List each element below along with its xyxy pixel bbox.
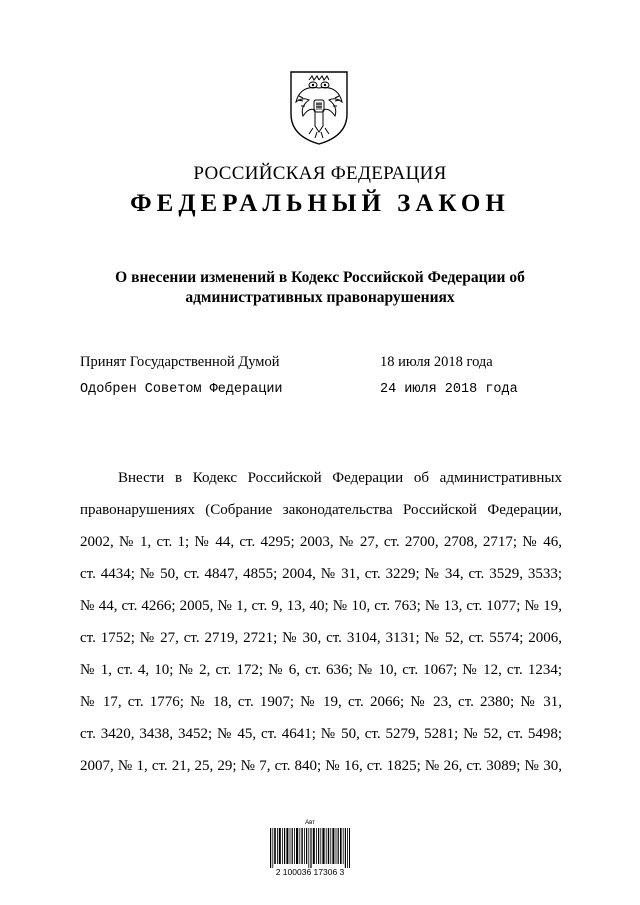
law-title: [60, 268, 580, 308]
law-title-line: административных правонарушениях: [185, 289, 455, 306]
body-line: ст. 3420, 3438, 3452; № 45, ст. 4641; № 50, ст. 5279, 5281; № 52, ст. 5498;: [80, 726, 562, 742]
body-line: ст. 1752; № 27, ст. 2719, 2721; № 30, ст. 3104, 3131; № 52, ст. 5574; 2006,: [80, 630, 562, 646]
law-body: [80, 462, 562, 782]
barcode-bars-icon: [270, 828, 350, 868]
duma-label: Принят Государственной Думой: [80, 354, 280, 370]
barcode-mark: Авт: [305, 820, 315, 826]
country-name: РОССИЙСКАЯ ФЕДЕРАЦИЯ: [193, 163, 447, 184]
body-line: 2007, № 1, ст. 21, 25, 29; № 7, ст. 840; № 16, ст. 1825; № 26, ст. 3089; № 30,: [80, 758, 562, 774]
law-title-line: О внесении изменений в Кодекс Российской Федерации об: [115, 269, 525, 286]
body-line: № 1, ст. 4, 10; № 2, ст. 172; № 6, ст. 636; № 10, ст. 1067; № 12, ст. 1234;: [80, 662, 562, 678]
duma-date: 18 июля 2018 года: [380, 354, 493, 370]
body-line: № 44, ст. 4266; 2005, № 1, ст. 9, 13, 40; № 10, ст. 763; № 13, ст. 1077; № 19,: [80, 598, 562, 614]
body-line: Внести в Кодекс Российской Федерации об административных: [118, 470, 562, 486]
body-line: ст. 4434; № 50, ст. 4847, 4855; 2004, № 31, ст. 3229; № 34, ст. 3529, 3533;: [80, 566, 562, 582]
body-line: № 17, ст. 1776; № 18, ст. 1907; № 19, ст. 2066; № 23, ст. 2380; № 31,: [80, 694, 562, 710]
barcode: [268, 820, 352, 882]
body-line: 2002, № 1, ст. 1; № 44, ст. 4295; 2003, № 27, ст. 2700, 2708, 2717; № 46,: [80, 534, 562, 550]
council-label: Одобрен Советом Федерации: [80, 382, 283, 397]
barcode-digits: 2 100036 17306 3: [275, 867, 345, 877]
coat-of-arms-icon: [287, 68, 351, 146]
document-type: ФЕДЕРАЛЬНЫЙ ЗАКОН: [130, 190, 510, 217]
council-date: 24 июля 2018 года: [380, 382, 518, 397]
body-line: правонарушениях (Собрание законодательства Российской Федерации,: [80, 502, 562, 518]
